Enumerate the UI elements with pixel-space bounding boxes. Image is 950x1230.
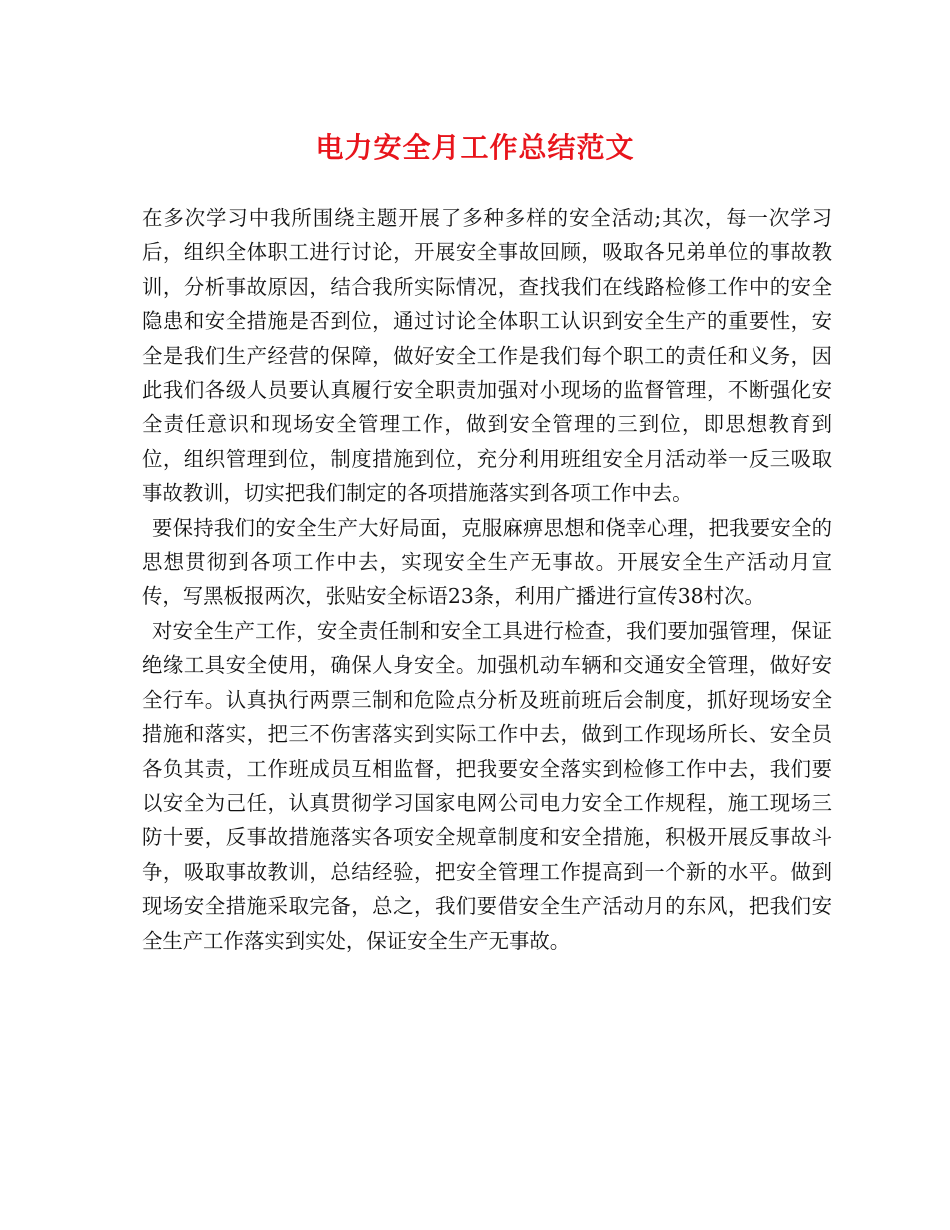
- paragraph-3: 对安全生产工作，安全责任制和安全工具进行检查，我们要加强管理，保证绝缘工具安全使用，确保人身安全。加强机动车辆和交通安全管理，做好安全行车。认真执行两票三制和危险点分析及班前班后会制度，抓好现场安全措施和落实，把三不伤害落实到实际工作中去，做到工作现场所长、安全员各负其责，工作班成员互相监督，把我要安全落实到检修工作中去，我们要以安全为己任，认真贯彻学习国家电网公司电力安全工作规程，施工现场三防十要，反事故措施落实各项安全规章制度和安全措施，积极开展反事故斗争，吸取事故教训，总结经验，把安全管理工作提高到一个新的水平。做到现场安全措施采取完备，总之，我们要借安全生产活动月的东风，把我们安全生产工作落实到实处，保证安全生产无事故。: [142, 618, 832, 953]
- page-title: 电力安全月工作总结范文: [315, 131, 635, 164]
- paragraph-2: 要保持我们的安全生产大好局面，克服麻痹思想和侥幸心理，把我要安全的思想贯彻到各项工作中去，实现安全生产无事故。开展安全生产活动月宣传，写黑板报两次，张贴安全标语23条，利用广播进行宣传38村次。: [142, 515, 832, 609]
- paragraph-1: 在多次学习中我所围绕主题开展了多种多样的安全活动;其次，每一次学习后，组织全体职工进行讨论，开展安全事故回顾，吸取各兄弟单位的事故教训，分析事故原因，结合我所实际情况，查找我们在线路检修工作中的安全隐患和安全措施是否到位，通过讨论全体职工认识到安全生产的重要性，安全是我们生产经营的保障，做好安全工作是我们每个职工的责任和义务，因此我们各级人员要认真履行安全职责加强对小现场的监督管理，不断强化安全责任意识和现场安全管理工作，做到安全管理的三到位，即思想教育到位，组织管理到位，制度措施到位，充分利用班组安全月活动举一反三吸取事故教训，切实把我们制定的各项措施落实到各项工作中去。: [142, 206, 832, 506]
- document-body: [142, 201, 832, 958]
